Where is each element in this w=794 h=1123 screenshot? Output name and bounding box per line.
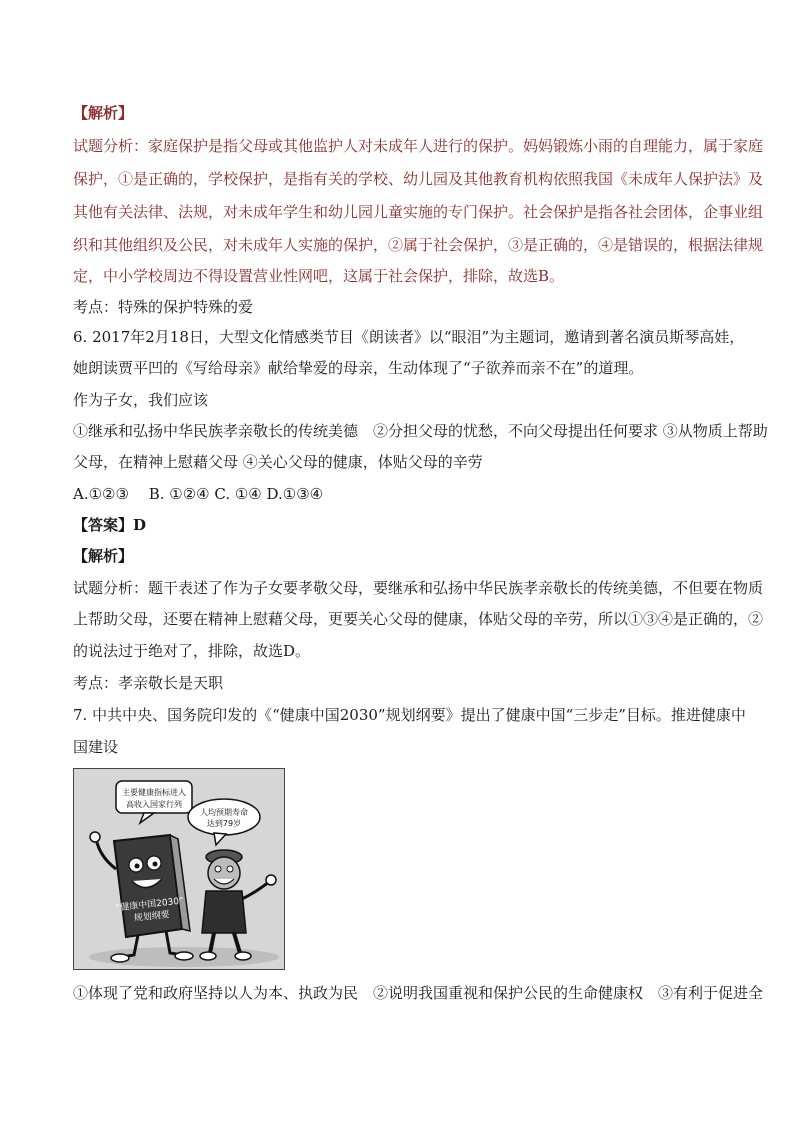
question-7-stem: 国建设	[73, 738, 119, 756]
bubble-left-line-2: 高收入国家行列	[126, 800, 182, 809]
analysis-heading: 【解析】	[73, 104, 134, 122]
cartoon-illustration	[74, 769, 284, 969]
analysis-text-line: 上帮助父母，还要在精神上慰藉父母，更要关心父母的健康，体贴父母的辛劳，所以①③④是正确的，②	[73, 610, 764, 628]
bubble-right-line-1: 人均预期寿命	[200, 808, 248, 817]
question-6-choices: A.①②③ B. ①②④ C. ①④ D.①③④	[73, 485, 324, 503]
analysis-text-line: 保护，①是正确的，学校保护，是指有关的学校、幼儿园及其他教育机构依照我国《未成年人保护法》及	[73, 170, 764, 188]
book-title-line-1: “健康中国2030”	[115, 896, 185, 914]
analysis-heading: 【解析】	[73, 547, 134, 565]
question-7-options: ①体现了党和政府坚持以人为本、执政为民 ②说明我国重视和保护公民的生命健康权 ③有利于促进全	[73, 984, 764, 1002]
analysis-text-line: 其他有关法律、法规，对未成年学生和幼儿园儿童实施的专门保护。社会保护是指各社会团体，企事业组	[73, 203, 764, 221]
question-6-stem: 6. 2017年2月18日，大型文化情感类节目《朗读者》以“眼泪”为主题词，邀请到著名演员斯琴高娃，	[73, 328, 745, 346]
bubble-left-line-1: 主要健康指标进入	[122, 788, 186, 797]
question-6-options: 父母，在精神上慰藉父母 ④关心父母的健康，体贴父母的辛劳	[73, 453, 483, 471]
analysis-text-line: 试题分析：题干表述了作为子女要孝敬父母，要继承和弘扬中华民族孝亲敬长的传统美德，不但要在物质	[73, 579, 764, 597]
key-point: 考点：特殊的保护特殊的爱	[73, 298, 254, 316]
analysis-text-line: 的说法过于绝对了，排除，故选D。	[73, 642, 311, 660]
question-6-options: ①继承和弘扬中华民族孝亲敬长的传统美德 ②分担父母的忧愁，不向父母提出任何要求 ③从物质上帮助	[73, 422, 768, 440]
bubble-right-line-2: 达到79岁	[206, 819, 242, 828]
question-6-stem: 她朗读贾平凹的《写给母亲》献给挚爱的母亲，生动体现了“子欲养而亲不在”的道理。	[73, 359, 644, 377]
book-title-line-2: 规划纲要	[133, 910, 171, 924]
analysis-text-line: 织和其他组织及公民，对未成年人实施的保护，②属于社会保护，③是正确的，④是错误的，根据法律规	[73, 236, 764, 254]
health-china-cartoon	[73, 768, 285, 970]
analysis-text-line: 试题分析：家庭保护是指父母或其他监护人对未成年人进行的保护。妈妈锻炼小雨的自理能力，属于家庭	[73, 137, 764, 155]
key-point: 考点：孝亲敬长是天职	[73, 674, 224, 692]
question-7-stem: 7. 中共中央、国务院印发的《“健康中国2030”规划纲要》提出了健康中国“三步走”目标。推进健康中	[73, 706, 746, 724]
analysis-text-line: 定，中小学校周边不得设置营业性网吧，这属于社会保护，排除，故选B。	[73, 267, 565, 285]
answer-label: 【答案】D	[73, 516, 147, 534]
question-6-prompt: 作为子女，我们应该	[73, 391, 209, 409]
